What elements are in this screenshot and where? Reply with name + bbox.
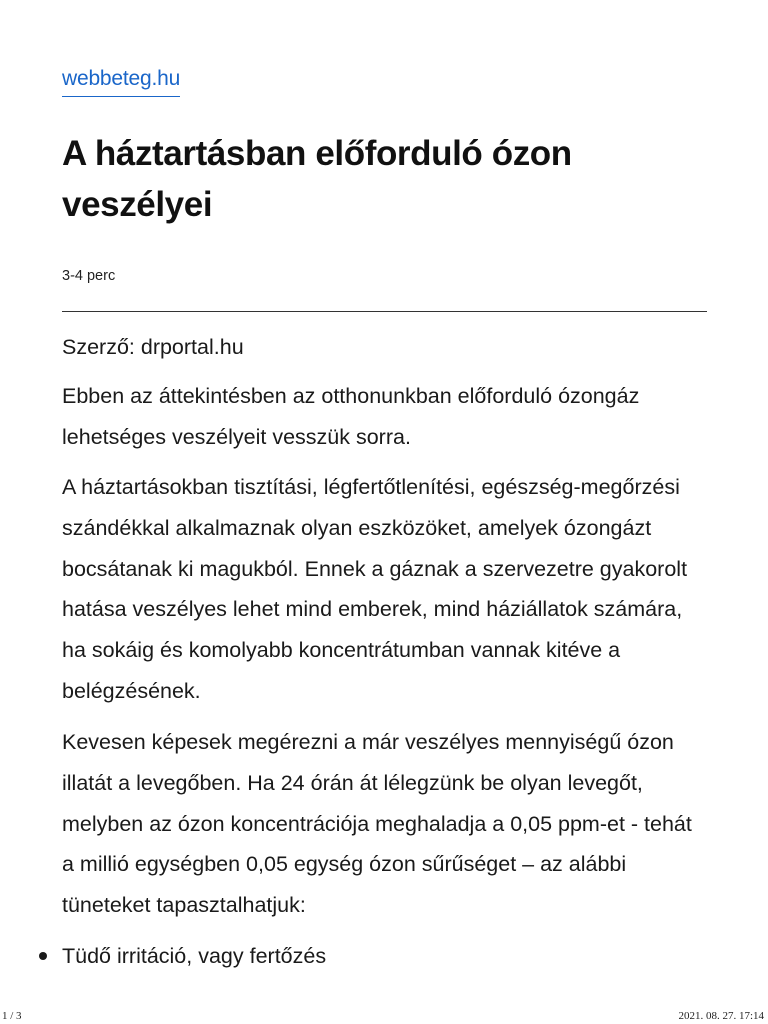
bullet-icon <box>39 952 47 960</box>
article-title: A háztartásban előforduló ózon veszélyei <box>62 134 572 224</box>
paragraph-symptoms: Kevesen képesek megérezni a már veszélyes mennyiségű ózon illatát a levegőben. Ha 24 órán át lélegzünk be olyan levegőt, melyben az ózon koncentrációja meghaladja a 0,05 ppm-et - tehát a millió egységben 0,05 egység ózon sűrűséget – az alábbi tüneteket tapasztalhatjuk: <box>62 730 692 918</box>
source-link[interactable]: webbeteg.hu <box>62 67 180 97</box>
divider <box>62 311 707 312</box>
author-line: Szerző: drportal.hu <box>62 335 244 359</box>
list-item <box>62 936 326 976</box>
symptom-list <box>62 936 326 976</box>
list-item-text: Tüdő irritáció, vagy fertőzés <box>62 944 327 968</box>
paragraph-household: A háztartásokban tisztítási, légfertőtlenítési, egészség-megőrzési szándékkal alkalmaznak olyan eszközöket, amelyek ózongázt bocsátanak ki magukból. Ennek a gáznak a szervezetre gyakorolt hatása veszélyes lehet mind emberek, mind háziállatok számára, ha sokáig és komolyabb koncentrátumban vannak kitéve a belégzésének. <box>62 475 688 703</box>
paragraph-intro: Ebben az áttekintésben az otthonunkban előforduló ózongáz lehetséges veszélyeit vesszük sorra. <box>62 384 640 449</box>
print-timestamp: 2021. 08. 27. 17:14 <box>678 1010 764 1022</box>
page-number: 1 / 3 <box>2 1010 22 1022</box>
read-time: 3-4 perc <box>62 268 116 284</box>
